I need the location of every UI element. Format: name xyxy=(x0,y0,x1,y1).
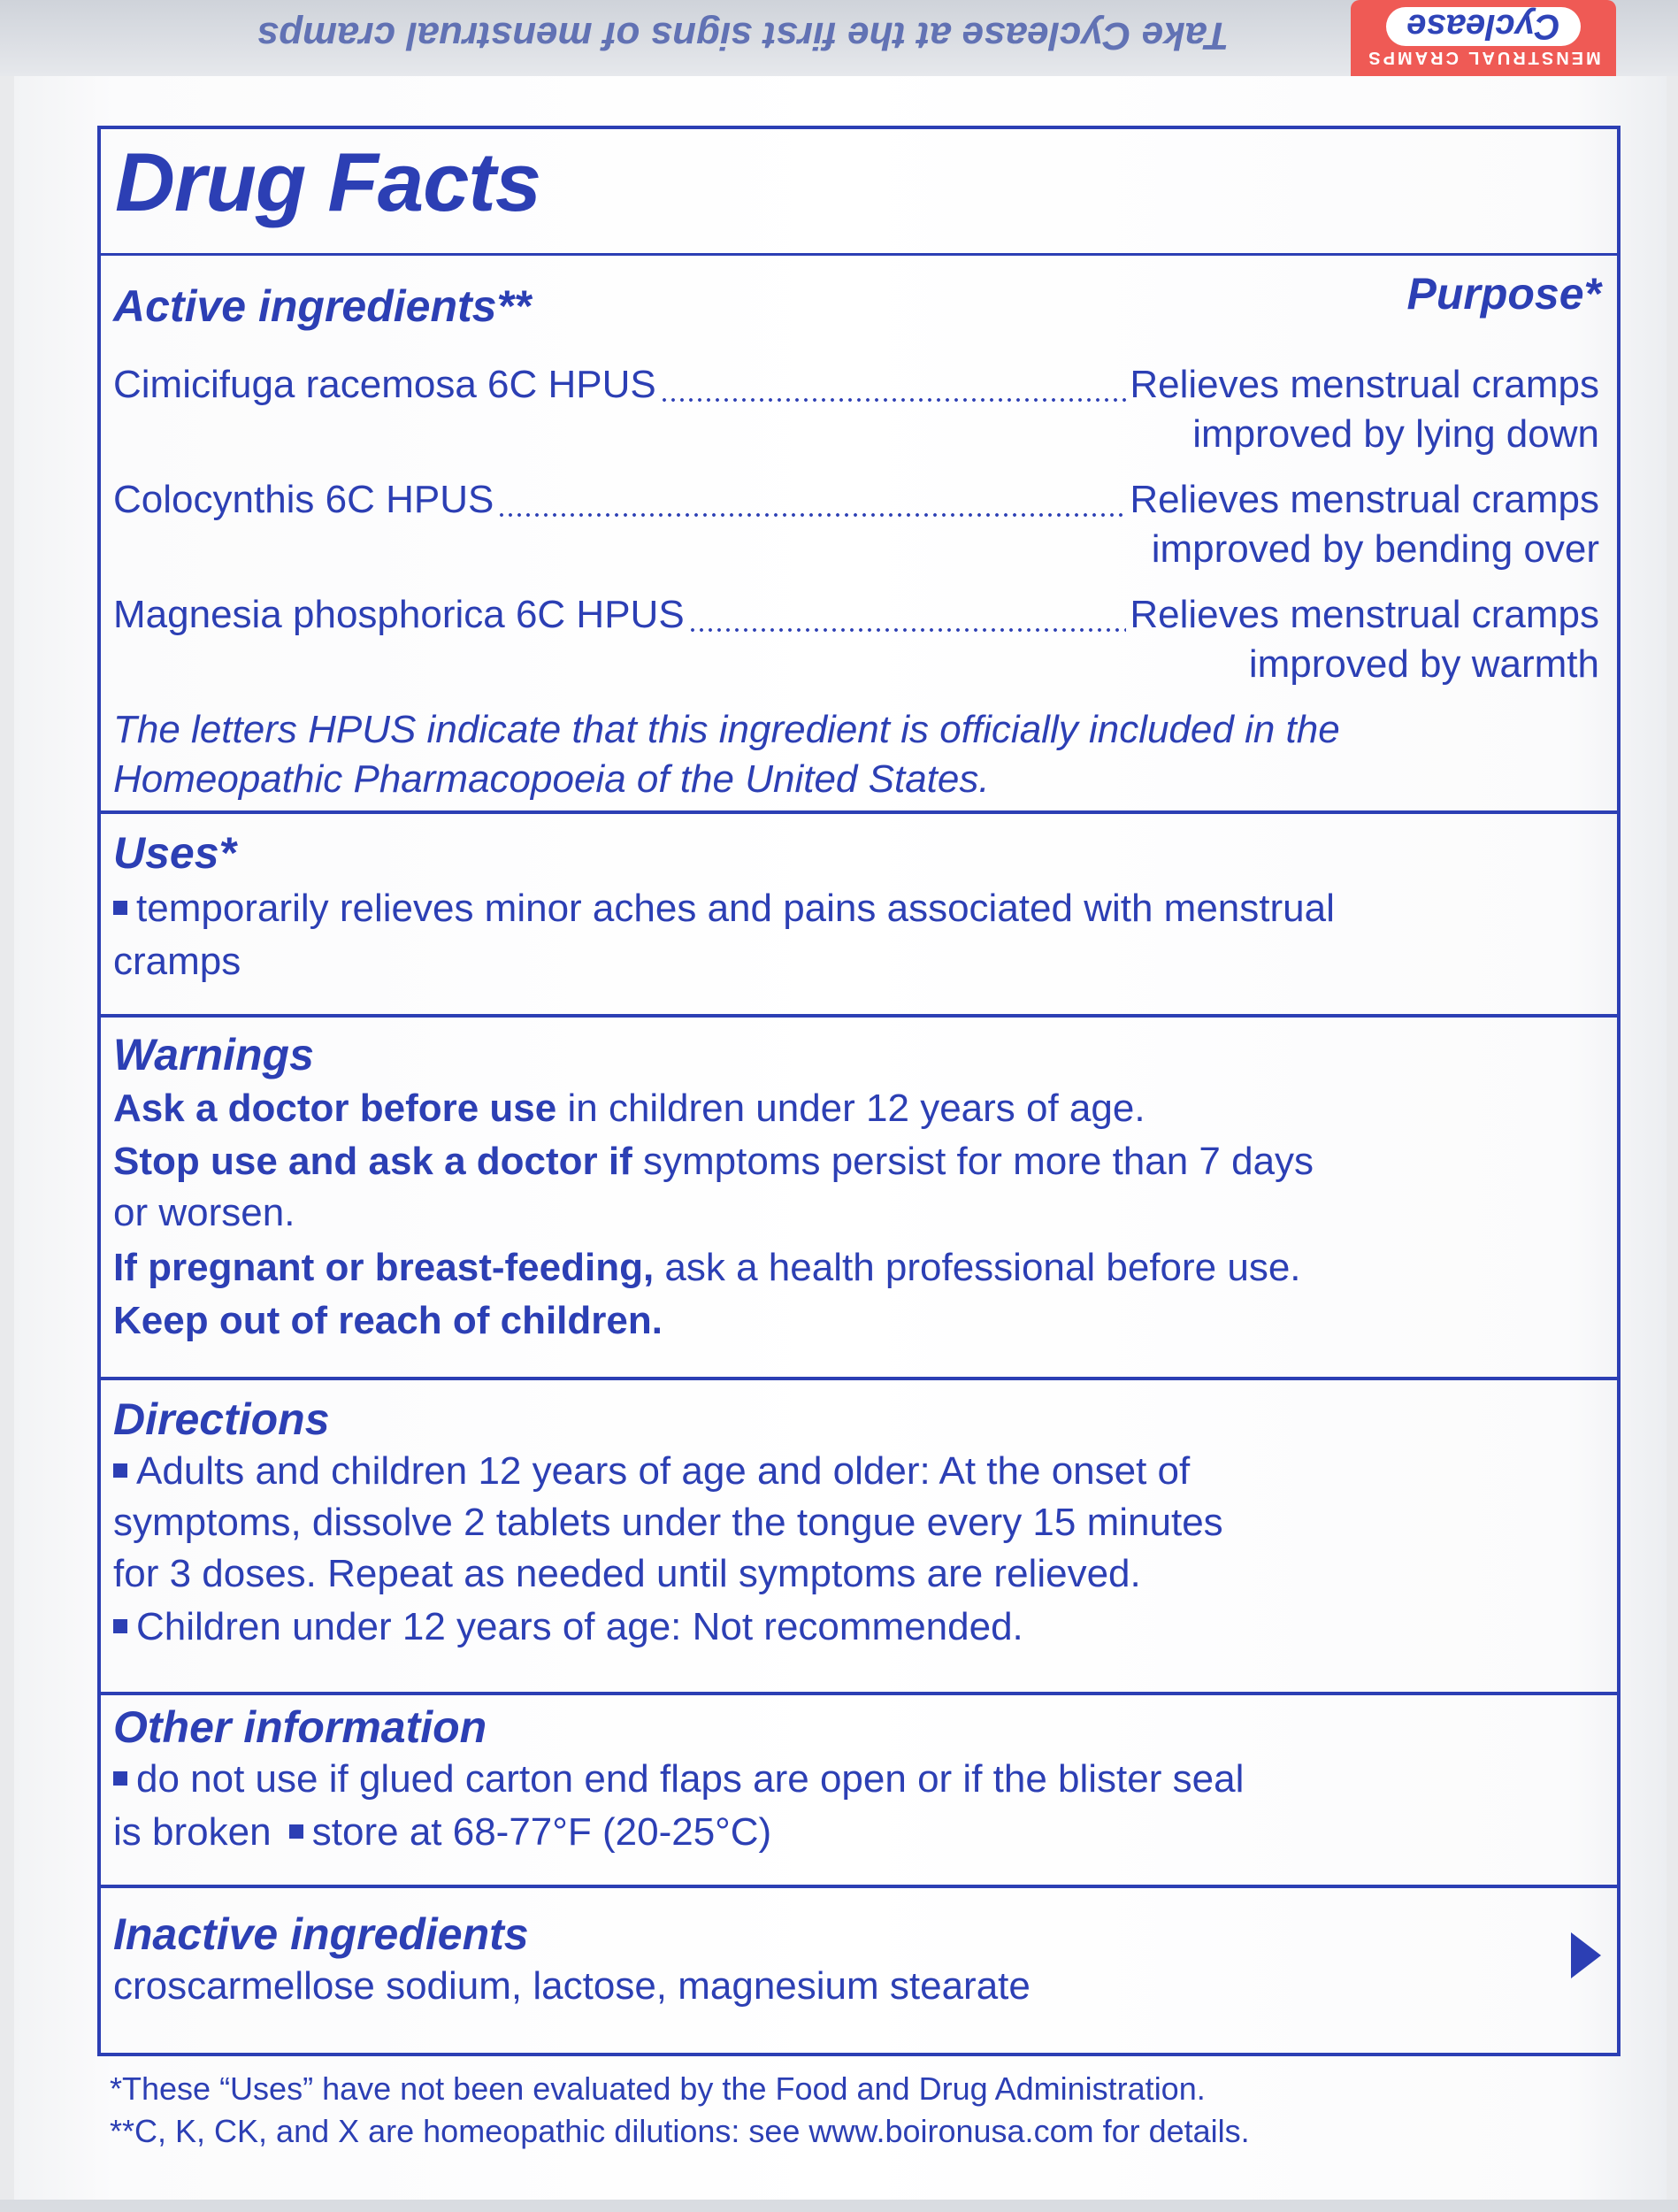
directions-line xyxy=(113,1601,1599,1653)
warning-text: in children under 12 years of age. xyxy=(556,1087,1145,1130)
flap-brand-logo xyxy=(1351,0,1616,76)
uses-heading: Uses* xyxy=(113,828,236,878)
other-info-line xyxy=(113,1754,1599,1805)
warnings-heading: Warnings xyxy=(113,1030,314,1079)
directions-section xyxy=(101,1380,1617,1690)
inactive-ingredients-text: croscarmellose sodium, lactose, magnesium stearate xyxy=(113,1964,1031,2008)
keep-out-of-reach: Keep out of reach of children. xyxy=(113,1299,663,1342)
ingredient-purpose-detail: improved by bending over xyxy=(1151,527,1599,571)
directions-line: symptoms, dissolve 2 tablets under the tongue every 15 minutes xyxy=(113,1501,1223,1544)
warning-line xyxy=(113,1295,1599,1347)
directions-line: for 3 doses. Repeat as needed until symptoms are relieved. xyxy=(113,1552,1141,1595)
hpus-note: Homeopathic Pharmacopoeia of the United States. xyxy=(113,757,990,801)
warning-bold: Ask a doctor before use xyxy=(113,1087,557,1130)
warnings-section xyxy=(101,1018,1617,1371)
warning-line: or worsen. xyxy=(113,1191,295,1234)
carton-bottom-edge xyxy=(0,2200,1678,2212)
carton-back-panel xyxy=(14,76,1667,2200)
other-information-section xyxy=(101,1695,1617,1899)
warning-text: symptoms persist for more than 7 days xyxy=(632,1140,1314,1183)
other-info-text: is broken xyxy=(113,1810,272,1854)
uses-text: temporarily relieves minor aches and pains associated with menstrual xyxy=(136,887,1335,930)
title-divider xyxy=(101,253,1617,256)
flap-brand-name: Cyclease xyxy=(1386,7,1581,46)
storage-text: store at 68-77°F (20-25°C) xyxy=(311,1810,772,1854)
warning-bold: Stop use and ask a doctor if xyxy=(113,1140,632,1183)
other-info-text: do not use if glued carton end flaps are open or if the blister seal xyxy=(136,1757,1245,1801)
warning-bold: If pregnant or breast-feeding, xyxy=(113,1246,655,1289)
directions-heading: Directions xyxy=(113,1394,330,1444)
uses-line xyxy=(113,883,1599,934)
bullet-icon xyxy=(113,1771,127,1786)
ingredient-purpose: Relieves menstrual cramps xyxy=(1130,593,1599,636)
bullet-icon xyxy=(113,1619,127,1633)
drug-facts-title: Drug Facts xyxy=(115,135,540,228)
ingredient-purpose-detail: improved by warmth xyxy=(1248,642,1599,686)
footnote: **C, K, CK, and X are homeopathic dilutions: see www.boironusa.com for details. xyxy=(110,2113,1250,2149)
carton-top-flap xyxy=(0,0,1678,76)
ingredient-row xyxy=(113,474,1599,526)
inactive-ingredients-heading: Inactive ingredients xyxy=(113,1909,529,1959)
ingredient-name: Colocynthis 6C HPUS xyxy=(113,478,494,521)
ingredient-purpose: Relieves menstrual cramps xyxy=(1130,363,1599,406)
directions-line xyxy=(113,1446,1599,1497)
directions-text: Children under 12 years of age: Not recommended. xyxy=(136,1605,1023,1648)
flap-brand-subtitle: MENSTRUAL CRAMPS xyxy=(1366,48,1601,67)
warning-text: ask a health professional before use. xyxy=(654,1246,1301,1289)
inactive-ingredients-section xyxy=(101,1888,1617,2056)
leader-dots xyxy=(497,474,1126,526)
warning-line xyxy=(113,1242,1599,1294)
ingredient-purpose: Relieves menstrual cramps xyxy=(1130,478,1599,521)
bullet-icon xyxy=(113,901,127,915)
other-info-line xyxy=(113,1807,1599,1858)
hpus-note: The letters HPUS indicate that this ingredient is officially included in the xyxy=(113,708,1340,751)
uses-section xyxy=(101,814,1617,983)
ingredient-row xyxy=(113,589,1599,641)
leader-dots xyxy=(660,359,1127,411)
flap-upside-down-text: Take Cyclease at the first signs of menstrual cramps xyxy=(257,14,1230,58)
bullet-icon xyxy=(289,1824,303,1839)
footnote: *These “Uses” have not been evaluated by the Food and Drug Administration. xyxy=(110,2070,1206,2107)
leader-dots xyxy=(688,589,1127,641)
ingredient-name: Cimicifuga racemosa 6C HPUS xyxy=(113,363,656,406)
warning-line xyxy=(113,1136,1599,1187)
ingredient-purpose-detail: improved by lying down xyxy=(1192,412,1599,456)
drug-facts-panel xyxy=(97,126,1621,2056)
warning-line xyxy=(113,1083,1599,1134)
other-information-heading: Other information xyxy=(113,1702,487,1752)
purpose-heading: Purpose* xyxy=(1406,269,1601,319)
bullet-icon xyxy=(113,1463,127,1478)
directions-text: Adults and children 12 years of age and older: At the onset of xyxy=(136,1449,1191,1493)
uses-line: cramps xyxy=(113,940,241,983)
ingredient-name: Magnesia phosphorica 6C HPUS xyxy=(113,593,685,636)
continue-arrow-icon xyxy=(1571,1932,1601,1978)
ingredient-row xyxy=(113,359,1599,411)
active-ingredients-heading: Active ingredients** xyxy=(113,281,532,331)
